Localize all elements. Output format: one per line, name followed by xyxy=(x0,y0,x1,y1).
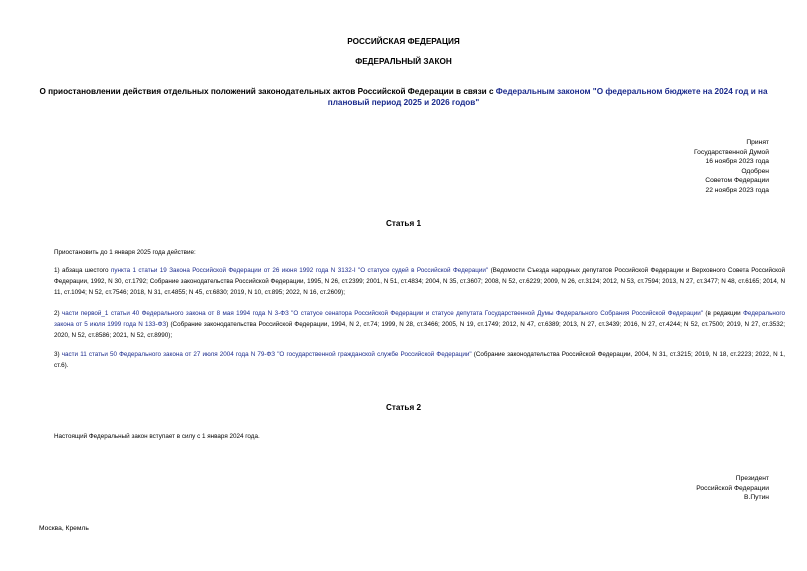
budget-law-link[interactable]: Федеральным законом "О федеральном бюджете на 2024 год и на плановый период 2025 и 2026 годов" xyxy=(327,87,768,107)
item-1-sources: (Ведомости Съезда народных депутатов Российской Федерации и Верховного Совета Российской Федерации, 1992, N 30, ст.1792; Собрание законодательства Российской Федерации, 1995, N 26, ст.2399; 2001, N 51, ст.4834; 2004, N 35, ст.3607; 2008, N 52, ст.6229; 2009, N 26, ст.3124; 2012, N 53, ст.7594; 2013, N 27, ст.3477; N 48, ст.6165; 2014, N 11, ст.1094; N 52, ст.7546; 2018, N 31, ст.4855; N 45, ст.6830; 2019, N 10, ст.895; 2022, N 16, ст.2609); xyxy=(54,267,785,296)
item-3-prefix: 3) xyxy=(54,351,62,358)
article-1-item-3 xyxy=(39,350,785,372)
item-1-prefix: 1) абзаца шестого xyxy=(54,267,111,274)
article-2-text: Настоящий Федеральный закон вступает в силу с 1 января 2024 года. xyxy=(54,433,260,440)
article-2-heading: Статья 2 xyxy=(385,403,422,412)
approved-date: 22 ноября 2023 года xyxy=(705,186,769,194)
doc-type-heading: ФЕДЕРАЛЬНЫЙ ЗАКОН xyxy=(355,57,452,66)
item-2-mid: (в редакции xyxy=(703,310,744,317)
adopted-date: 16 ноября 2023 года xyxy=(705,158,769,166)
approved-by: Советом Федерации xyxy=(705,177,769,185)
signature-title: Президент xyxy=(735,475,769,482)
signing-place: Москва, Кремль xyxy=(39,525,89,532)
signature-block xyxy=(696,474,769,503)
item-2-link-amendment[interactable]: Федерального закона от 5 июля 1999 года N 133-ФЗ xyxy=(54,310,785,328)
article-1-intro: Приостановить до 1 января 2025 года действие: xyxy=(54,249,196,256)
adoption-block xyxy=(694,138,769,196)
law-title xyxy=(36,86,771,108)
adopted-by: Государственной Думой xyxy=(694,148,769,156)
article-1-heading: Статья 1 xyxy=(385,219,422,228)
country-heading: РОССИЙСКАЯ ФЕДЕРАЦИЯ xyxy=(347,37,460,46)
item-2-prefix: 2) xyxy=(54,310,62,317)
item-3-link[interactable]: части 11 статьи 50 Федерального закона от 27 июля 2004 года N 79-ФЗ "О государственной гражданской службе Российской Федерации" xyxy=(61,351,472,358)
signature-name: В.Путин xyxy=(744,494,769,502)
signature-office: Российской Федерации xyxy=(696,484,769,492)
article-1-item-1 xyxy=(39,266,785,298)
adopted-label: Принят xyxy=(746,139,769,146)
approved-label: Одобрен xyxy=(741,167,769,175)
item-1-link[interactable]: пункта 1 статьи 19 Закона Российской Федерации от 26 июня 1992 года N 3132-I "О статусе судей в Российской Федерации" xyxy=(110,267,489,274)
item-2-link[interactable]: части первой_1 статьи 40 Федерального закона от 8 мая 1994 года N 3-ФЗ "О статусе сенатора Российской Федерации и статусе депутата Государственной Думы Федерального Собрания Российской Федерации" xyxy=(62,310,703,317)
law-title-text: О приостановлении действия отдельных положений законодательных актов Российской Федерации в связи с xyxy=(39,87,496,96)
item-3-sources: (Собрание законодательства Российской Федерации, 2004, N 31, ст.3215; 2019, N 18, ст.2223; 2022, N 1, ст.6). xyxy=(54,351,786,369)
item-2-sources: ) (Собрание законодательства Российской Федерации, 1994, N 2, ст.74; 1999, N 28, ст.3466; 2005, N 19, ст.1749; 2012, N 47, ст.6389; 2013, N 27, ст.3439; 2016, N 27, ст.4244; N 52, ст.7500; 2019, N 27, ст.3532; 2020, N 52, ст.8586; 2021, N 52, ст.8990); xyxy=(54,320,785,339)
article-1-item-2 xyxy=(39,309,785,341)
